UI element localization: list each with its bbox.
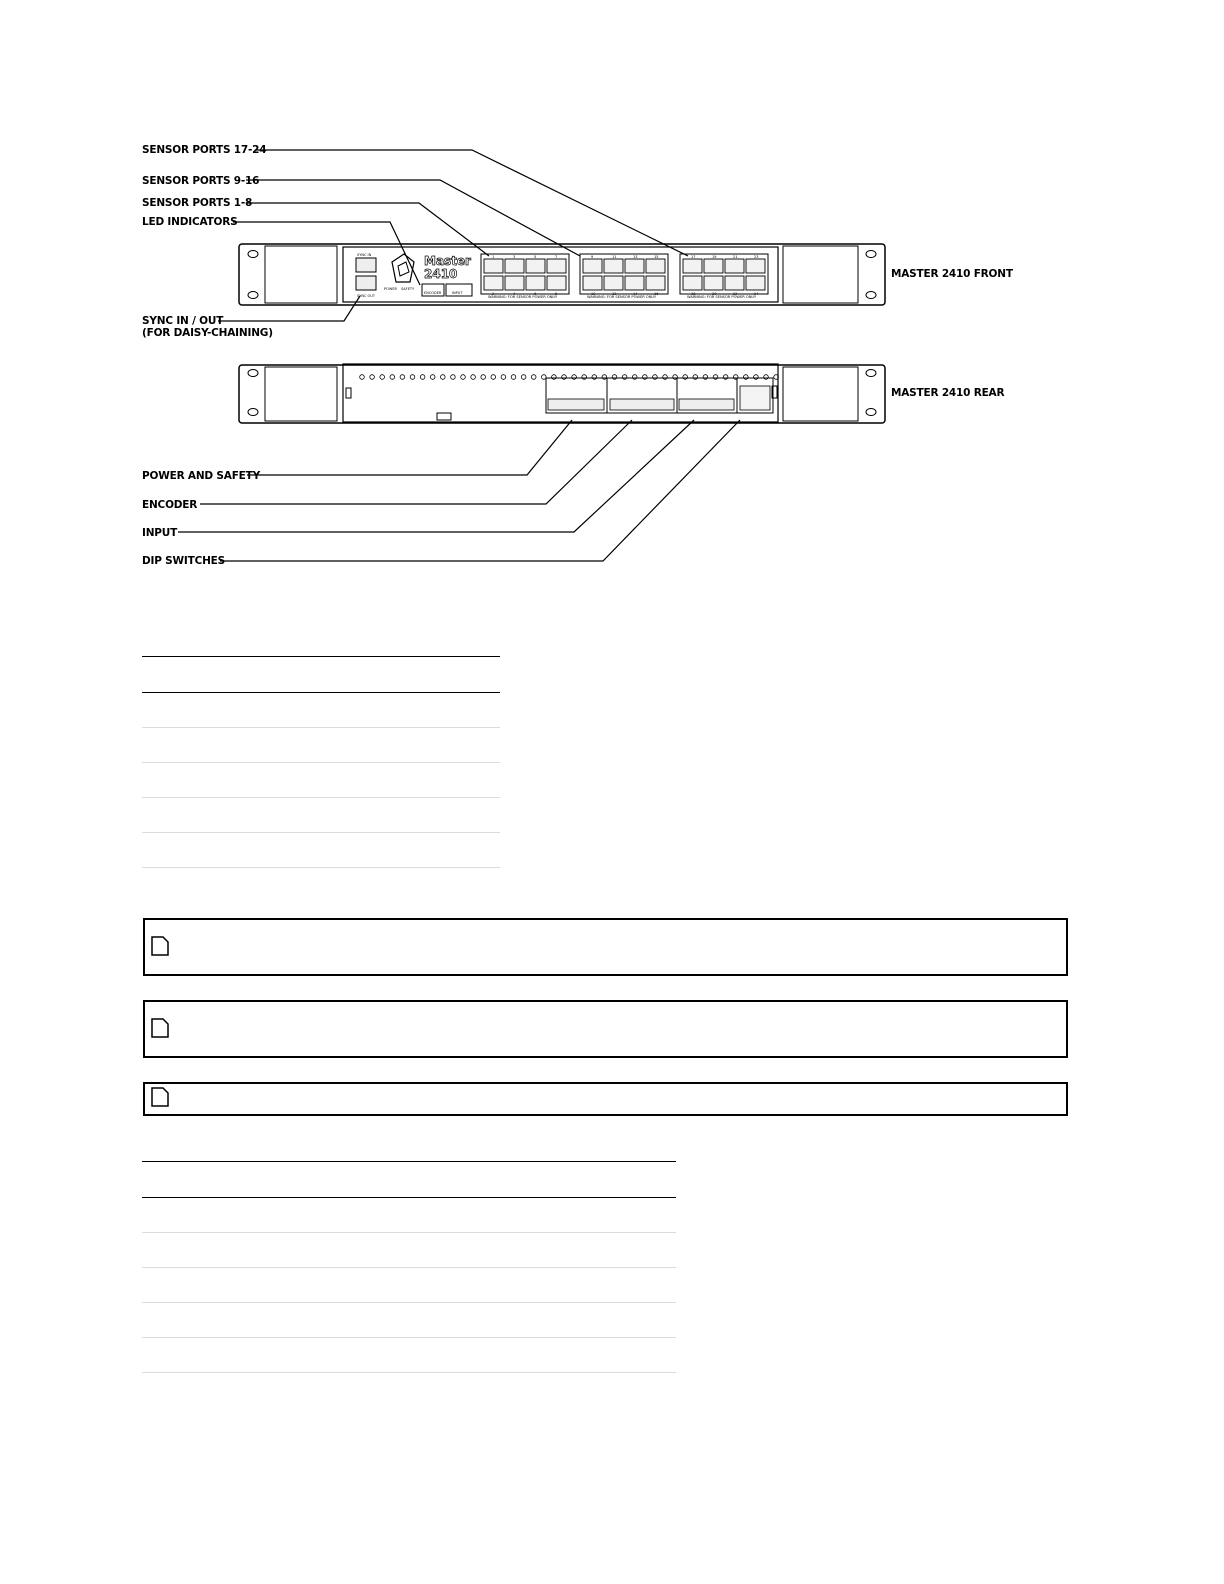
label-master-front: MASTER 2410 FRONT [891,268,1013,280]
leader-sensor-ports-1-8 [246,203,489,256]
vent-hole [592,375,597,380]
vent-hole [531,375,536,380]
port-number-top: 5 [534,255,537,259]
document-icon [150,1017,170,1039]
vent-hole [703,375,708,380]
vent-hole [663,375,668,380]
table-row [142,693,500,728]
callout-encoder: ENCODER [142,499,198,511]
table-row [142,1338,676,1373]
device-diagram [0,0,1224,600]
callout-sync-daisy: (FOR DAISY-CHAINING) [142,327,273,339]
port-number-bottom: 4 [513,292,516,296]
port-number-bottom: 2 [492,292,495,296]
table-header [142,1161,676,1198]
warning-3: WARNING: FOR SENSOR POWER ONLY! [687,295,757,299]
vent-hole [481,375,486,380]
rear-vent-holes [360,375,779,380]
vent-hole [562,375,567,380]
vent-hole [632,375,637,380]
vent-hole [471,375,476,380]
vent-hole [441,375,446,380]
note-box [143,1000,1068,1058]
port-number-top: 23 [754,255,759,259]
table-row [142,1303,676,1338]
note-box [143,918,1068,976]
leader-led-indicators [233,222,420,285]
power-label: POWER [384,287,397,291]
sync-out-label: SYNC OUT [357,294,375,298]
leader-power-safety [247,420,572,475]
port-number-bottom: 6 [534,292,537,296]
port-number-bottom: 10 [591,292,596,296]
vent-hole [754,375,759,380]
note-box [143,1082,1068,1116]
spec-table-1 [142,656,500,868]
callout-dip-switches: DIP SWITCHES [142,555,226,567]
port-number-top: 13 [633,255,638,259]
front-panel [239,244,885,305]
callout-sensor-ports-9-16: SENSOR PORTS 9-16 [142,175,260,187]
port-number-bottom: 12 [612,292,617,296]
leader-encoder [200,420,632,504]
vent-hole [733,375,738,380]
vent-hole [723,375,728,380]
port-number-top: 11 [612,255,617,259]
port-number-top: 9 [591,255,594,259]
safety-label: SAFETY [401,287,415,291]
input-label: INPUT [452,291,463,295]
vent-hole [380,375,385,380]
port-number-top: 17 [691,255,696,259]
port-number-bottom: 24 [754,292,759,296]
callout-sensor-ports-1-8: SENSOR PORTS 1-8 [142,197,253,209]
vent-hole [693,375,698,380]
port-number-top: 3 [513,255,516,259]
vent-hole [673,375,678,380]
vent-hole [582,375,587,380]
vent-hole [552,375,557,380]
vent-hole [622,375,627,380]
vent-hole [744,375,749,380]
port-number-top: 21 [733,255,738,259]
rear-panel [239,364,885,423]
vent-hole [511,375,516,380]
table-row [142,728,500,763]
brand-line2: 2410 [424,267,458,281]
vent-hole [501,375,506,380]
vent-hole [461,375,466,380]
vent-hole [572,375,577,380]
vent-hole [643,375,648,380]
device-drawing [0,0,1224,600]
sync-in-label: SYNC IN [357,253,372,257]
port-number-bottom: 22 [733,292,738,296]
callout-led-indicators: LED INDICATORS [142,216,238,228]
vent-hole [653,375,658,380]
spec-table-2 [142,1161,676,1373]
port-number-bottom: 16 [654,292,659,296]
port-number-bottom: 14 [633,292,638,296]
brand-line1: Master [424,254,471,268]
vent-hole [602,375,607,380]
vent-hole [410,375,415,380]
callout-sensor-ports-17-24: SENSOR PORTS 17-24 [142,144,267,156]
vent-hole [370,375,375,380]
vent-hole [491,375,496,380]
vent-hole [420,375,425,380]
vent-hole [430,375,435,380]
vent-hole [612,375,617,380]
table-row [142,1268,676,1303]
vent-hole [542,375,547,380]
table-row [142,798,500,833]
document-icon [150,935,170,957]
document-icon [150,1086,170,1108]
vent-hole [451,375,456,380]
vent-hole [400,375,405,380]
warning-2: WARNING: FOR SENSOR POWER ONLY! [587,295,657,299]
warning-1: WARNING: FOR SENSOR POWER ONLY! [488,295,558,299]
port-number-top: 1 [492,255,495,259]
port-number-bottom: 8 [555,292,558,296]
encoder-label: ENCODER [424,291,442,295]
vent-hole [713,375,718,380]
table-header [142,656,500,693]
callout-power-and-safety: POWER AND SAFETY [142,470,261,482]
vent-hole [521,375,526,380]
table-row [142,833,500,868]
table-row [142,1198,676,1233]
vent-hole [360,375,365,380]
port-number-bottom: 18 [691,292,696,296]
port-number-top: 19 [712,255,717,259]
leader-dip-switches [220,420,740,561]
table-row [142,1233,676,1268]
vent-hole [764,375,769,380]
callout-sync-in-out: SYNC IN / OUT [142,315,224,327]
table-row [142,763,500,798]
vent-hole [390,375,395,380]
port-number-top: 15 [654,255,659,259]
vent-hole [683,375,688,380]
port-number-bottom: 20 [712,292,717,296]
label-master-rear: MASTER 2410 REAR [891,387,1005,399]
callout-input: INPUT [142,527,178,539]
port-number-top: 7 [555,255,558,259]
